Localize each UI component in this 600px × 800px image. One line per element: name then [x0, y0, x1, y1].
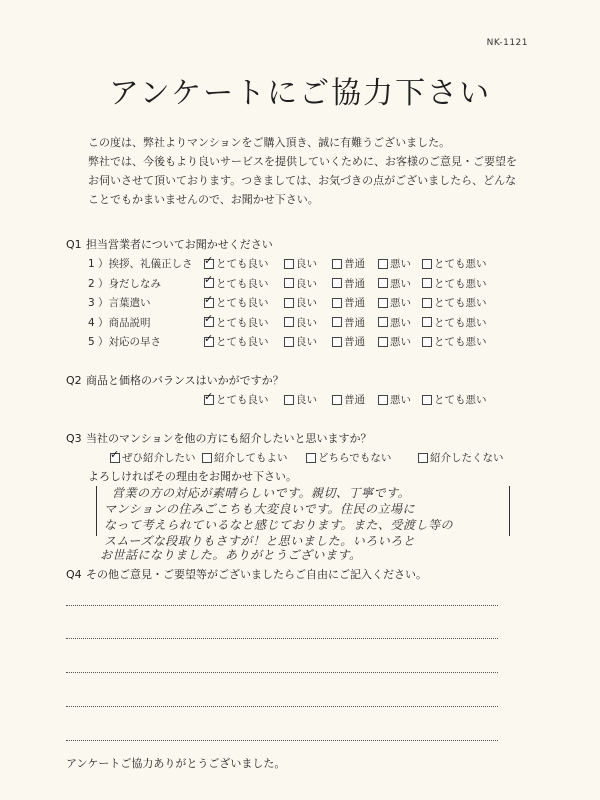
rating-option[interactable] — [204, 392, 269, 407]
option-label: 良い — [296, 394, 317, 406]
rating-option[interactable] — [422, 334, 487, 349]
question-text: 商品と価格のバランスはいかがですか？ — [86, 374, 284, 387]
question-text: 担当営業者についてお聞かせください — [86, 238, 273, 251]
checkbox[interactable] — [378, 259, 388, 269]
intro-line: 弊社では、今後もより良いサービスを提供していくために、お客様のご意見・ご要望を — [88, 155, 517, 168]
q4-heading — [66, 566, 427, 582]
referral-option[interactable] — [418, 450, 504, 465]
rating-option[interactable] — [204, 334, 269, 349]
rating-option[interactable] — [332, 315, 365, 330]
option-label: とても良い — [216, 316, 269, 329]
rating-option[interactable] — [284, 334, 317, 349]
referral-option[interactable] — [306, 450, 391, 465]
option-label: 悪い — [390, 316, 411, 329]
option-label: とても良い — [216, 336, 269, 348]
rating-option[interactable] — [204, 276, 269, 291]
option-label: 普通 — [344, 394, 365, 406]
checkbox[interactable] — [332, 278, 342, 288]
checkbox[interactable] — [204, 278, 214, 288]
checkbox[interactable] — [332, 337, 342, 347]
rating-option[interactable] — [378, 334, 411, 349]
option-label: 紹介してもよい — [214, 452, 288, 464]
rating-item-label: 4 ）商品説明 — [88, 316, 151, 329]
checkbox[interactable] — [378, 298, 388, 308]
rating-option[interactable] — [422, 392, 487, 407]
checkbox[interactable] — [284, 259, 294, 269]
checkbox[interactable] — [204, 298, 214, 308]
option-label: 紹介したくない — [430, 452, 504, 464]
intro-line: この度は、弊社よりマンションをご購入頂き、誠に有難うございました。 — [88, 136, 451, 149]
checkbox[interactable] — [110, 453, 120, 463]
checkbox[interactable] — [284, 317, 294, 327]
checkbox[interactable] — [422, 395, 432, 405]
option-label: とても悪い — [434, 316, 487, 329]
option-label: とても良い — [216, 258, 269, 270]
rating-option[interactable] — [332, 392, 365, 407]
rating-option[interactable] — [378, 315, 411, 330]
question-number: Q2 — [66, 374, 82, 387]
option-label: 良い — [296, 336, 317, 348]
option-label: とても悪い — [434, 297, 487, 309]
rating-option[interactable] — [284, 392, 317, 407]
option-label: とても良い — [216, 277, 269, 290]
intro-line: お伺いさせて頂いております。つきましては、お気づきの点がございましたら、どんな — [88, 174, 517, 187]
handwritten-line: スムーズな段取りもさすが！と思いました。いろいろと — [104, 534, 416, 548]
option-label: 良い — [296, 297, 317, 309]
option-label: とても悪い — [434, 336, 487, 348]
rating-option[interactable] — [284, 295, 317, 310]
checkbox[interactable] — [306, 453, 316, 463]
question-text: その他ご意見・ご要望等がございましたらご自由にご記入ください。 — [86, 568, 427, 581]
rating-item-label: 2 ）身だしなみ — [88, 277, 162, 290]
rating-option[interactable] — [332, 295, 365, 310]
rating-option[interactable] — [378, 295, 411, 310]
document-code: NK-1121 — [486, 38, 528, 48]
option-label: 悪い — [390, 394, 411, 406]
rating-option[interactable] — [284, 256, 317, 271]
rating-option[interactable] — [422, 276, 487, 291]
checkbox[interactable] — [202, 453, 212, 463]
footer-thanks: アンケートご協力ありがとうございました。 — [66, 757, 286, 770]
option-label: 普通 — [344, 297, 365, 309]
handwritten-line: マンションの住みごこちも大変良いです。住民の立場に — [104, 502, 416, 516]
checkbox[interactable] — [204, 317, 214, 327]
option-label: 悪い — [390, 336, 411, 348]
rating-row — [66, 392, 536, 412]
checkbox[interactable] — [378, 317, 388, 327]
checkbox[interactable] — [332, 395, 342, 405]
handwritten-line: 営業の方の対応が素晴らしいです。親切、丁寧です。 — [112, 486, 411, 500]
answer-line[interactable] — [66, 638, 498, 639]
rating-item-label: 3 ）言葉遣い — [88, 297, 151, 309]
option-label: とても悪い — [434, 258, 487, 270]
rating-option[interactable] — [284, 276, 317, 291]
answer-line[interactable] — [66, 740, 498, 741]
option-label: 良い — [296, 316, 317, 329]
answer-line[interactable] — [66, 706, 498, 707]
rating-row — [66, 295, 536, 315]
option-label: とても悪い — [434, 394, 487, 406]
checkbox[interactable] — [418, 453, 428, 463]
option-label: 普通 — [344, 336, 365, 348]
checkbox[interactable] — [332, 259, 342, 269]
reason-prompt: よろしければその理由をお聞かせ下さい。 — [88, 470, 297, 483]
option-label: とても良い — [216, 394, 269, 406]
intro-text — [88, 133, 538, 209]
option-label: とても良い — [216, 297, 269, 309]
checkbox[interactable] — [378, 278, 388, 288]
option-label: ぜひ紹介したい — [122, 452, 196, 464]
checkbox[interactable] — [422, 278, 432, 288]
rating-option[interactable] — [422, 315, 487, 330]
checkbox[interactable] — [422, 337, 432, 347]
question-number: Q1 — [66, 238, 82, 251]
option-label: 悪い — [390, 277, 411, 290]
referral-row — [66, 450, 536, 470]
page-title: アンケートにご協力下さい — [108, 76, 492, 111]
rating-option[interactable] — [332, 256, 365, 271]
referral-option[interactable] — [202, 450, 288, 465]
rating-option[interactable] — [378, 276, 411, 291]
checkbox[interactable] — [284, 278, 294, 288]
rating-option[interactable] — [332, 334, 365, 349]
option-label: とても悪い — [434, 277, 487, 290]
rating-option[interactable] — [378, 256, 411, 271]
rating-option[interactable] — [378, 392, 411, 407]
rating-option[interactable] — [422, 295, 487, 310]
question-text: 当社のマンションを他の方にも紹介したいと思いますか？ — [86, 432, 372, 445]
q1-heading — [66, 236, 273, 252]
rating-item-label: 5 ）対応の早さ — [88, 336, 162, 348]
q2-heading — [66, 372, 284, 388]
rating-row — [66, 315, 536, 335]
rating-row — [66, 256, 536, 276]
option-label: 悪い — [390, 297, 411, 309]
checkbox[interactable] — [204, 259, 214, 269]
question-number: Q4 — [66, 568, 82, 581]
checkbox[interactable] — [422, 259, 432, 269]
rating-item-label: 1 ）挨拶、礼儀正しさ — [88, 258, 193, 270]
option-label: 普通 — [344, 258, 365, 270]
rating-row — [66, 334, 536, 354]
checkbox[interactable] — [378, 337, 388, 347]
question-number: Q3 — [66, 432, 82, 445]
checkbox[interactable] — [204, 395, 214, 405]
handwritten-line: お世話になりました。ありがとうございます。 — [100, 548, 362, 562]
intro-line: ことでもかまいませんので、お聞かせ下さい。 — [88, 193, 319, 206]
checkbox[interactable] — [284, 395, 294, 405]
handwritten-line: なって考えられているなと感じております。また、受渡し等の — [104, 518, 454, 532]
q3-heading — [66, 430, 372, 446]
referral-option[interactable] — [110, 450, 196, 465]
checkbox[interactable] — [332, 298, 342, 308]
option-label: 普通 — [344, 316, 365, 329]
option-label: 良い — [296, 277, 317, 290]
option-label: 良い — [296, 258, 317, 270]
answer-line[interactable] — [66, 605, 498, 606]
rating-option[interactable] — [204, 315, 269, 330]
checkbox[interactable] — [204, 337, 214, 347]
option-label: 普通 — [344, 277, 365, 290]
option-label: どちらでもない — [318, 452, 392, 464]
rating-row — [66, 276, 536, 296]
rating-option[interactable] — [332, 276, 365, 291]
rating-option[interactable] — [422, 256, 487, 271]
checkbox[interactable] — [284, 298, 294, 308]
option-label: 悪い — [390, 258, 411, 270]
answer-line[interactable] — [66, 672, 498, 673]
checkbox[interactable] — [378, 395, 388, 405]
rating-option[interactable] — [204, 295, 269, 310]
checkbox[interactable] — [422, 317, 432, 327]
rating-option[interactable] — [204, 256, 269, 271]
rating-option[interactable] — [284, 315, 317, 330]
checkbox[interactable] — [422, 298, 432, 308]
checkbox[interactable] — [284, 337, 294, 347]
checkbox[interactable] — [332, 317, 342, 327]
